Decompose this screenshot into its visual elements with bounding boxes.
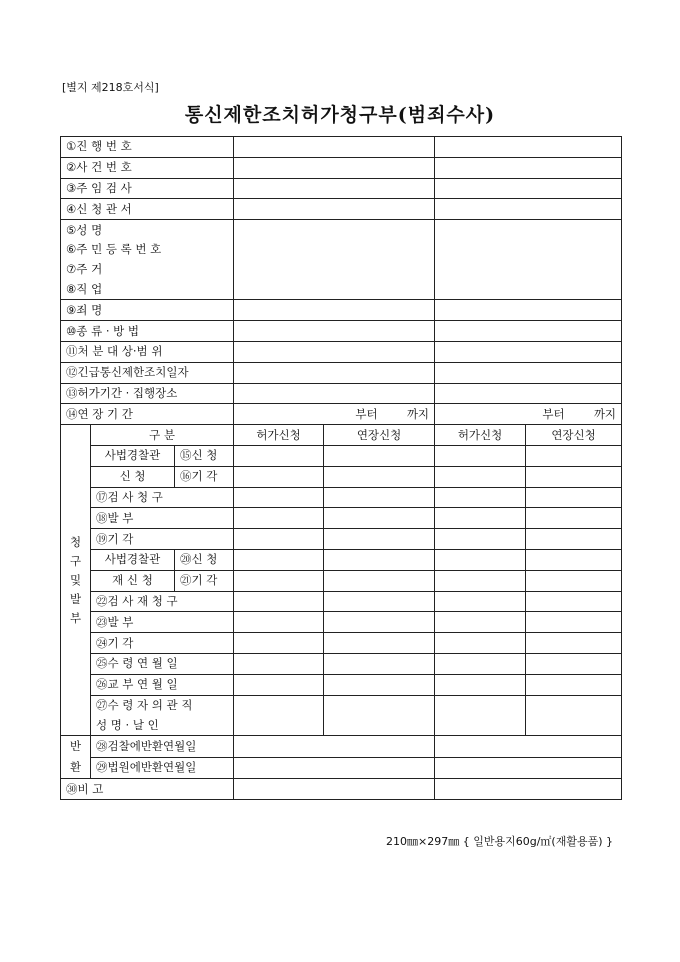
table-row (61, 137, 622, 158)
table-row (61, 220, 622, 240)
table-row (61, 383, 622, 404)
table-row (61, 695, 622, 715)
table-row (61, 341, 622, 362)
label-police-officer: 사법경찰관 (91, 549, 175, 570)
label-dismissed: ⑲기 각 (91, 529, 234, 550)
table-row (61, 199, 622, 220)
label-rejection: ⑯기 각 (175, 466, 234, 487)
label-prosecutor-reclaim: ㉒검 사 재 청 구 (91, 591, 234, 612)
column-header: 연장신청 (324, 425, 435, 446)
label-requesting-office: ④신 청 관 서 (61, 199, 234, 220)
label-returned-to-court: ㉙법원에반환연월일 (91, 757, 234, 779)
label-dismissed: ㉔기 각 (91, 633, 234, 654)
table-row (61, 591, 622, 612)
table-row (61, 466, 622, 487)
label-prosecutor: ③주 임 검 사 (61, 178, 234, 199)
table-row (61, 529, 622, 550)
label-receipt-date: ㉕수 령 연 월 일 (91, 653, 234, 674)
label-emergency-date: ⑫긴급통신제한조치일자 (61, 362, 234, 383)
label-delivery-date: ㉖교 부 연 월 일 (91, 674, 234, 695)
label-remarks: ㉚비 고 (61, 779, 234, 800)
section-side-label-request-issue: 청 구 및 발 부 (61, 425, 91, 736)
table-row (61, 487, 622, 508)
label-charge: ⑨죄 명 (61, 300, 234, 321)
label-resident-number: ⑥주 민 등 록 번 호 (61, 240, 234, 260)
request-register-table (60, 136, 622, 800)
table-row (61, 321, 622, 342)
label-extension-period: ⑭연 장 기 간 (61, 404, 234, 425)
table-row (61, 736, 622, 758)
label-target-scope: ⑪처 분 대 상·범 위 (61, 341, 234, 362)
extension-period-cell: 부터 까지 (234, 404, 435, 425)
paper-spec-footer: 210㎜×297㎜ { 일반용지60g/㎡(재활용품) } (386, 835, 613, 848)
column-header: 연장신청 (526, 425, 622, 446)
label-police-officer: 사법경찰관 (91, 445, 175, 466)
table-row (61, 300, 622, 321)
label-case-number: ②사 건 번 호 (61, 157, 234, 178)
cell-value (435, 137, 622, 158)
label-rejection: ㉑기 각 (175, 570, 234, 591)
cell-value (234, 137, 435, 158)
label-returned-to-prosecution: ㉘검찰에반환연월일 (91, 736, 234, 758)
table-row (61, 633, 622, 654)
table-row (61, 570, 622, 591)
table-row (61, 445, 622, 466)
label-type-method: ⑩종 류 · 방 법 (61, 321, 234, 342)
label-request: ⑳신 청 (175, 549, 234, 570)
label-prosecutor-claim: ⑰검 사 청 구 (91, 487, 234, 508)
label-address: ⑦주 거 (61, 260, 234, 280)
table-row (61, 653, 622, 674)
table-row (61, 757, 622, 779)
label-request: ⑮신 청 (175, 445, 234, 466)
label-period-place: ⑬허가기간 · 집행장소 (61, 383, 234, 404)
table-row (61, 674, 622, 695)
label-request-sub: 신 청 (91, 466, 175, 487)
column-header-category: 구 분 (91, 425, 234, 446)
table-row (61, 157, 622, 178)
table-row (61, 178, 622, 199)
table-row (61, 425, 622, 446)
label-re-request: 재 신 청 (91, 570, 175, 591)
form-number-label: [별지 제218호서식] (62, 81, 159, 94)
table-row (61, 404, 622, 425)
table-row (61, 612, 622, 633)
column-header: 허가신청 (435, 425, 526, 446)
table-row (61, 362, 622, 383)
table-row (61, 549, 622, 570)
label-occupation: ⑧직 업 (61, 280, 234, 300)
label-name-seal: 성 명 · 날 인 (91, 715, 234, 735)
table-row (61, 779, 622, 800)
label-issued: ㉓발 부 (91, 612, 234, 633)
label-progress-number: ①진 행 번 호 (61, 137, 234, 158)
table-row (61, 508, 622, 529)
extension-period-cell: 부터 까지 (435, 404, 622, 425)
section-side-label-return: 반 환 (61, 736, 91, 779)
label-issued: ⑱발 부 (91, 508, 234, 529)
page-title: 통신제한조치허가청구부(범죄수사) (184, 104, 496, 126)
column-header: 허가신청 (234, 425, 324, 446)
label-recipient-position: ㉗수 령 자 의 관 직 (91, 695, 234, 715)
label-name: ⑤성 명 (61, 220, 234, 240)
